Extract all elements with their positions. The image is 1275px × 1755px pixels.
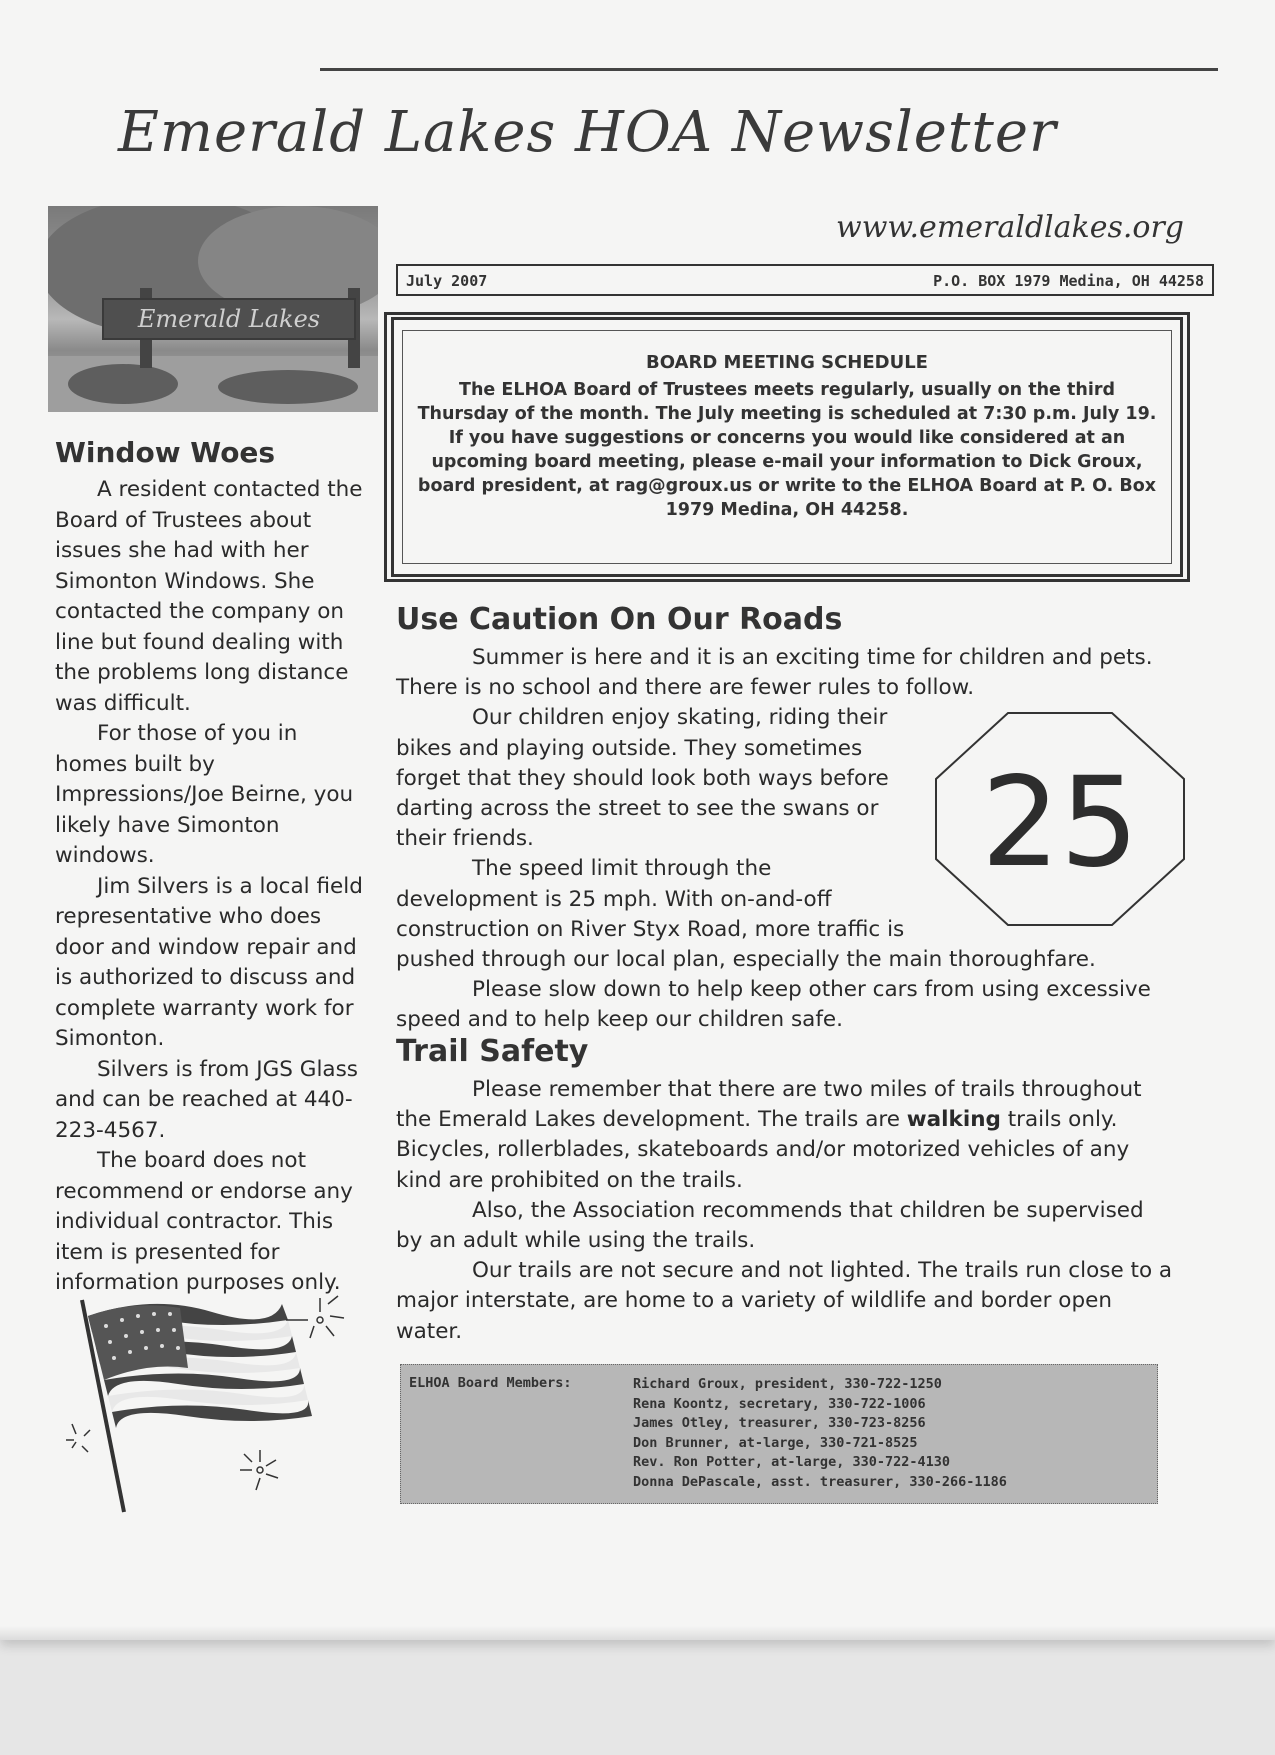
issue-date: July 2007 [406, 272, 488, 290]
article-paragraph: Also, the Association recommends that children be supervised by an adult while using the trails. [396, 1197, 1144, 1254]
photo-shrub [218, 370, 358, 404]
article-paragraph: Our trails are not secure and not lighted. The trails run close to a major interstate, are home to a variety of wildlife and border open water. [396, 1258, 1173, 1344]
article-paragraph: The speed limit through the development is 25 mph. With on-and-off construction on River Styx Road, more traffic is pushed through our local plan, especially the main thoroughfare. [396, 856, 1096, 973]
entrance-sign-photo [48, 206, 378, 412]
article-paragraph: Jim Silvers is a local field representative who does door and window repair and is authorized to discuss and complete warranty work for Simonton. [55, 873, 363, 1051]
mailing-address: P.O. BOX 1979 Medina, OH 44258 [933, 272, 1204, 290]
board-meeting-title: BOARD MEETING SCHEDULE [646, 352, 928, 373]
article-paragraph: Summer is here and it is an exciting time for children and pets. There is no school and there are fewer rules to follow. [396, 645, 1153, 701]
board-member: Rena Koontz, secretary, 330-722-1006 [633, 1395, 926, 1412]
trail-safety-article [396, 1034, 1176, 1347]
firework-sparkle-icon [240, 1450, 278, 1490]
speed-limit-sign-icon [930, 707, 1190, 931]
dateline-bar [396, 264, 1214, 296]
article-paragraph: Please slow down to help keep other cars from using excessive speed and to help keep our children safe. [396, 977, 1151, 1033]
us-flag-icon [62, 1290, 362, 1520]
board-member: Don Brunner, at-large, 330-721-8525 [633, 1434, 918, 1451]
photo-shrub [68, 364, 178, 404]
trail-heading: Trail Safety [396, 1034, 589, 1069]
roads-heading: Use Caution On Our Roads [396, 602, 843, 637]
website-url: www.emeraldlakes.org [836, 210, 1184, 245]
article-paragraph: For those of you in homes built by Impressions/Joe Beirne, you likely have Simonton windows. [55, 721, 354, 868]
entrance-sign: Emerald Lakes [102, 298, 356, 340]
speed-limit-number: 25 [981, 751, 1139, 896]
article-paragraph: Our children enjoy skating, riding their bikes and playing outside. They sometimes forget that they should look both ways before darting across the street to see the swans or their friends. [396, 705, 889, 852]
board-member: Richard Groux, president, 330-722-1250 [633, 1376, 942, 1392]
board-meeting-body: The ELHOA Board of Trustees meets regularly, usually on the third Thursday of the month. The July meeting is scheduled at 7:30 p.m. July 19. If you have suggestions or concerns you would like considered at an upcoming board meeting, please e-mail your information to Dick Groux, board president, at rag@groux.us or write to the ELHOA Board at P. O. Box 1979 Medina, OH 44258. [417, 380, 1157, 520]
board-meeting-box [384, 312, 1190, 582]
newsletter-title: Emerald Lakes HOA Newsletter [118, 100, 1057, 165]
window-woes-article [55, 436, 367, 1299]
roads-article [396, 602, 1176, 1036]
board-members-list [633, 1375, 1007, 1492]
article-paragraph [396, 1075, 1176, 1196]
board-member: Donna DePascale, asst. treasurer, 330-266-1186 [633, 1473, 1007, 1490]
article-paragraph: The board does not recommend or endorse any individual contractor. This item is presented for information purposes only. [55, 1148, 353, 1295]
board-member: James Otley, treasurer, 330-723-8256 [633, 1415, 926, 1431]
article-paragraph: A resident contacted the Board of Trustees about issues she had with her Simonton Windows. She contacted the company on line but found dealing with the problems long distance was difficult. [55, 477, 363, 716]
firework-sparkle-icon [286, 1296, 344, 1338]
top-rule [320, 68, 1218, 71]
board-member: Rev. Ron Potter, at-large, 330-722-4130 [633, 1454, 950, 1470]
window-woes-heading: Window Woes [55, 436, 276, 469]
walking-emphasis: walking [906, 1107, 1001, 1133]
trail-text: Please remember that there are two miles of trails throughout the Emerald Lakes development. The trails are [396, 1077, 1142, 1133]
board-members-label: ELHOA Board Members: [409, 1375, 572, 1391]
trail-text: trails only. Bicycles, rollerblades, skateboards and/or motorized vehicles of any kind are prohibited on the trails. [396, 1107, 1130, 1193]
board-members-box [400, 1364, 1158, 1504]
firework-sparkle-icon [66, 1424, 90, 1452]
article-paragraph: Silvers is from JGS Glass and can be reached at 440-223-4567. [55, 1056, 358, 1143]
